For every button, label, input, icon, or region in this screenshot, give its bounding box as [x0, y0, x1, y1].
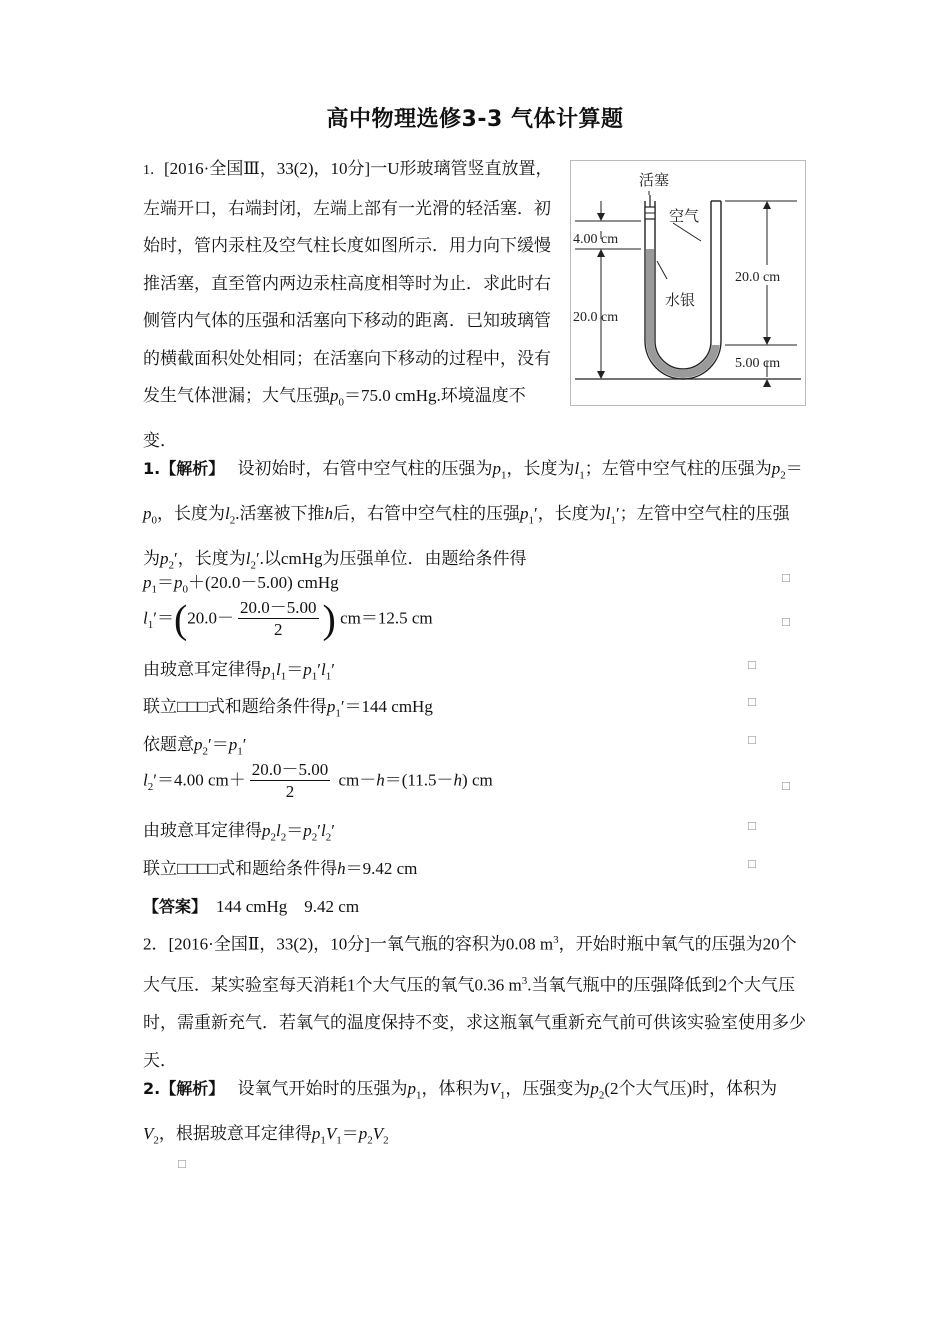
problem-2-text: 2．[2016·全国Ⅱ，33(2)，10分]一氧气瓶的容积为0.08 $m^3$，开始时瓶中氧气的压强为20个大气压．某实验室每天消耗1个大气压的氧气0.36 $m^3$.当氧气瓶中的压强降低到2个大气压时，需重新充气．若氧气的温度保持不变，求这瓶氧气重新充气前可供该实验室使用多少天．: [143, 934, 806, 1070]
dim-left: 20.0 cm: [573, 310, 619, 325]
equation-1: $p_1=p_0+(20.0-5.00)$ cmHg: [143, 573, 339, 596]
page-title: 高中物理选修3-3 气体计算题: [326, 107, 624, 132]
eq-mark-1: □: [782, 570, 790, 585]
solution-2-text: 2.【解析】 设氧气开始时的压强为$p_1$，体积为$V_1$，压强变为$p_2(2$个大气压)时，体积为$V_2$，根据玻意耳定律得$p_1V_1=p_2V_2$: [143, 1079, 778, 1147]
equation-6: $l_2'=4.00$ cm＋ $\frac{20.0-5.00}{2}$ cm－h＝(11.5－h) cm: [143, 760, 493, 801]
label-piston: 活塞: [639, 171, 670, 189]
u-tube-diagram: [571, 161, 805, 405]
eq-mark-7: □: [748, 818, 756, 833]
eq-mark-4: □: [748, 694, 756, 709]
eq-mark-6: □: [782, 778, 790, 793]
dim-top-left: 4.00 cm: [573, 232, 619, 247]
u-tube-figure: [570, 160, 806, 406]
equation-8: 联立□□□□式和题给条件得h＝9.42 cm: [143, 859, 418, 878]
eq-mark-9: □: [178, 1156, 186, 1171]
answer-1: 【答案】 144 cmHg 9.42 cm: [143, 897, 360, 916]
equation-3: 由玻意耳定律得$p_1l_1=p_1'l_1'$: [143, 660, 335, 683]
eq-mark-5: □: [748, 732, 756, 747]
equation-4: 联立□□□式和题给条件得$p_1'=144$ cmHg: [143, 697, 433, 720]
equation-2: $l_1'=(20.0-$ $\frac{20.0-5.00}{2}$ ) cm＝12.5 cm: [143, 596, 433, 642]
eq-mark-8: □: [748, 856, 756, 871]
equation-5: 依题意$p_2'=p_1'$: [143, 735, 247, 758]
label-mercury: 水银: [665, 291, 696, 309]
solution-1-intro: 1.【解析】 设初始时，右管中空气柱的压强为$p_1$，长度为$l_1$；左管中空气柱的压强为$p_2=p_0$，长度为$l_2$.活塞被下推h后，右管中空气柱的压强$p_1'$，长度为$l_1'$；左管中空气柱的压强为$p_2'$，长度为$l_2'$.以cmHg为压强单位．由题给条件得: [143, 459, 803, 572]
eq-mark-2: □: [782, 614, 790, 629]
eq-mark-3: □: [748, 657, 756, 672]
dim-right: 20.0 cm: [735, 270, 781, 285]
equation-7: 由玻意耳定律得$p_2l_2=p_2'l_2'$: [143, 821, 335, 844]
problem-1-text: 1．[2016·全国Ⅲ，33(2)，10分]一U形玻璃管竖直放置，左端开口，右端封闭，左端上部有一光滑的轻活塞．初始时，管内汞柱及空气柱长度如图所示．用力向下缓慢推活塞，直至管内两边汞柱高度相等时为止．求此时右侧管内气体的压强和活塞向下移动的距离．已知玻璃管的横截面积处处相同；在活塞向下移动的过程中，没有发生气体泄漏；大气压强$p_0=75.0$ cmHg.环境温度不变．: [143, 159, 553, 450]
label-air: 空气: [669, 207, 700, 225]
dim-bottom-right: 5.00 cm: [735, 356, 781, 371]
